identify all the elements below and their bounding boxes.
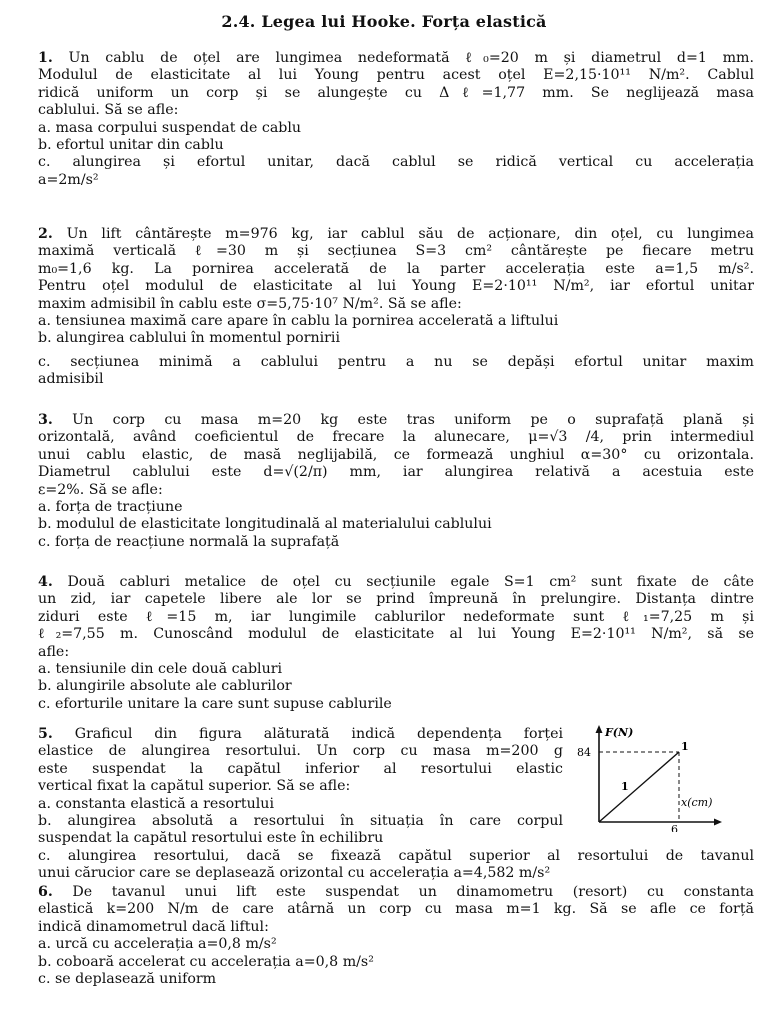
problem-text: Un cablu de oțel are lungimea nedeformată ℓ₀=20 m și diametrul d=1 mm. [68, 50, 754, 66]
problem-item: b. alungirea cablului în momentul pornirii [38, 330, 341, 347]
problem-line: ridică uniform un corp și se alungește cu Δℓ=1,77 mm. Se neglijează masa [38, 84, 754, 101]
x-axis-arrow [714, 819, 722, 826]
problem-line: indică dinamometrul dacă liftul: [38, 918, 269, 935]
problem-item: c. se deplasează uniform [38, 971, 217, 988]
problem-item: c. alungirea resortului, dacă se fixează capătul superior al resortului de tavanul [38, 847, 754, 864]
problem-line: un zid, iar capetele libere ale lor se prind împreună în prelungire. Distanța dintre [38, 591, 754, 608]
problem-line: maximă verticală ℓ=30 m și secțiunea S=3 cm² cântărește pe fiecare metru [38, 243, 754, 260]
problem-item: b. alungirile absolute ale cablurilor [38, 678, 292, 695]
problem-text: Graficul din figura alăturată indică dependența forței [74, 726, 563, 742]
problem-item: c. forța de reacțiune normală la suprafață [38, 533, 340, 550]
problem-1 [38, 50, 754, 189]
problem-text: De tavanul unui lift este suspendat un dinamometru (resort) cu constanta [72, 884, 754, 900]
problem-item: b. efortul unitar din cablu [38, 137, 224, 154]
problem-item: admisibil [38, 371, 104, 388]
data-line [599, 752, 679, 822]
problem-line: este suspendat la capătul inferior al resortului elastic [38, 760, 563, 777]
x-tick-label: 6 [671, 823, 678, 832]
force-elongation-graph [575, 722, 725, 832]
problem-line [38, 50, 754, 67]
problem-line: ziduri este ℓ=15 m, iar lungimile cablurilor nedeformate sunt ℓ₁=7,25 m și [38, 608, 754, 625]
problem-line: elastică k=200 N/m de care atârnă un corp cu masa m=1 kg. Să se afle ce forță [38, 901, 754, 918]
problem-line [38, 884, 754, 901]
problem-item: c. secțiunea minimă a cablului pentru a nu se depăși efortul unitar maxim [38, 353, 754, 370]
problem-line [38, 574, 754, 591]
problem-item: c. alungirea și efortul unitar, dacă cablul se ridică vertical cu accelerația [38, 154, 754, 171]
problem-line: Modulul de elasticitate al lui Young pentru acest oțel E=2,15·10¹¹ N/m². Cablul [38, 67, 754, 84]
y-axis-label: F(N) [605, 726, 634, 739]
problem-item: b. coboară accelerat cu accelerația a=0,8 m/s² [38, 953, 374, 970]
problem-number: 4. [38, 574, 53, 590]
problem-number: 1. [38, 50, 53, 66]
problem-line: m₀=1,6 kg. La pornirea accelerată de la parter accelerația este a=1,5 m/s². [38, 260, 754, 277]
problem-item: b. alungirea absolută a resortului în situația în care corpul [38, 813, 563, 830]
problem-line: elastice de alungirea resortului. Un corp cu masa m=200 g [38, 743, 563, 760]
problem-text: Un corp cu masa m=20 kg este tras uniform pe o suprafață plană și [72, 412, 754, 428]
line-label: 1 [621, 780, 629, 793]
problem-number: 6. [38, 884, 53, 900]
problem-item: a. tensiunile din cele două cabluri [38, 661, 283, 678]
problem-line: maxim admisibil în cablu este σ=5,75·10⁷ N/m². Să se afle: [38, 295, 462, 312]
problem-item: a. masa corpului suspendat de cablu [38, 119, 302, 136]
problem-line: ε=2%. Să se afle: [38, 481, 163, 498]
problem-item: a. urcă cu accelerația a=0,8 m/s² [38, 936, 277, 953]
problem-line [38, 412, 754, 429]
problem-line: Pentru oțel modulul de elasticitate al lui Young E=2·10¹¹ N/m², iar efortul unitar [38, 278, 754, 295]
problem-item: c. eforturile unitare la care sunt supuse cablurile [38, 695, 392, 712]
problem-line: afle: [38, 643, 70, 660]
problem-6 [38, 884, 754, 988]
problem-line: unui cablu elastic, de masă neglijabilă, ce formează unghiul α=30° cu orizontala. [38, 446, 754, 463]
problem-item: suspendat la capătul resortului este în echilibru [38, 830, 384, 847]
problem-item: a. tensiunea maximă care apare în cablu la pornirea accelerată a liftului [38, 313, 559, 330]
problem-line: Diametrul cablului este d=√(2/π) mm, iar alungirea relativă a acestuia este [38, 464, 754, 481]
problem-number: 2. [38, 226, 53, 242]
problem-line: cablului. Să se afle: [38, 102, 179, 119]
problem-number: 3. [38, 412, 53, 428]
problem-item: unui cărucior care se deplasează orizontal cu accelerația a=4,582 m/s² [38, 865, 551, 882]
problem-item: b. modulul de elasticitate longitudinală al materialului cablului [38, 516, 492, 533]
problem-number: 5. [38, 726, 53, 742]
problem-item: a. constanta elastică a resortului [38, 795, 274, 812]
problem-line [38, 226, 754, 243]
problem-line [38, 726, 563, 743]
problem-2 [38, 226, 754, 389]
y-tick-label: 84 [577, 746, 591, 759]
problem-line: ℓ₂=7,55 m. Cunoscând modulul de elasticitate al lui Young E=2·10¹¹ N/m², să se [38, 626, 754, 643]
page-title: 2.4. Legea lui Hooke. Forța elastică [221, 12, 547, 31]
y-axis-arrow [596, 725, 603, 733]
problem-line: vertical fixat la capătul superior. Să se afle: [38, 778, 351, 795]
problem-line: orizontală, având coeficientul de frecare la alunecare, μ=√3 /4, prin intermediul [38, 429, 754, 446]
point-label: 1 [681, 740, 689, 753]
problem-text: Un lift cântărește m=976 kg, iar cablul său de acționare, din oțel, cu lungimea [66, 226, 754, 242]
x-axis-label: x(cm) [681, 796, 713, 809]
problem-text: Două cabluri metalice de oțel cu secțiunile egale S=1 cm² sunt fixate de câte [67, 574, 754, 590]
problem-item: a=2m/s² [38, 171, 99, 188]
problem-4 [38, 574, 754, 713]
problem-3 [38, 412, 754, 551]
problem-item: a. forța de tracțiune [38, 499, 183, 516]
